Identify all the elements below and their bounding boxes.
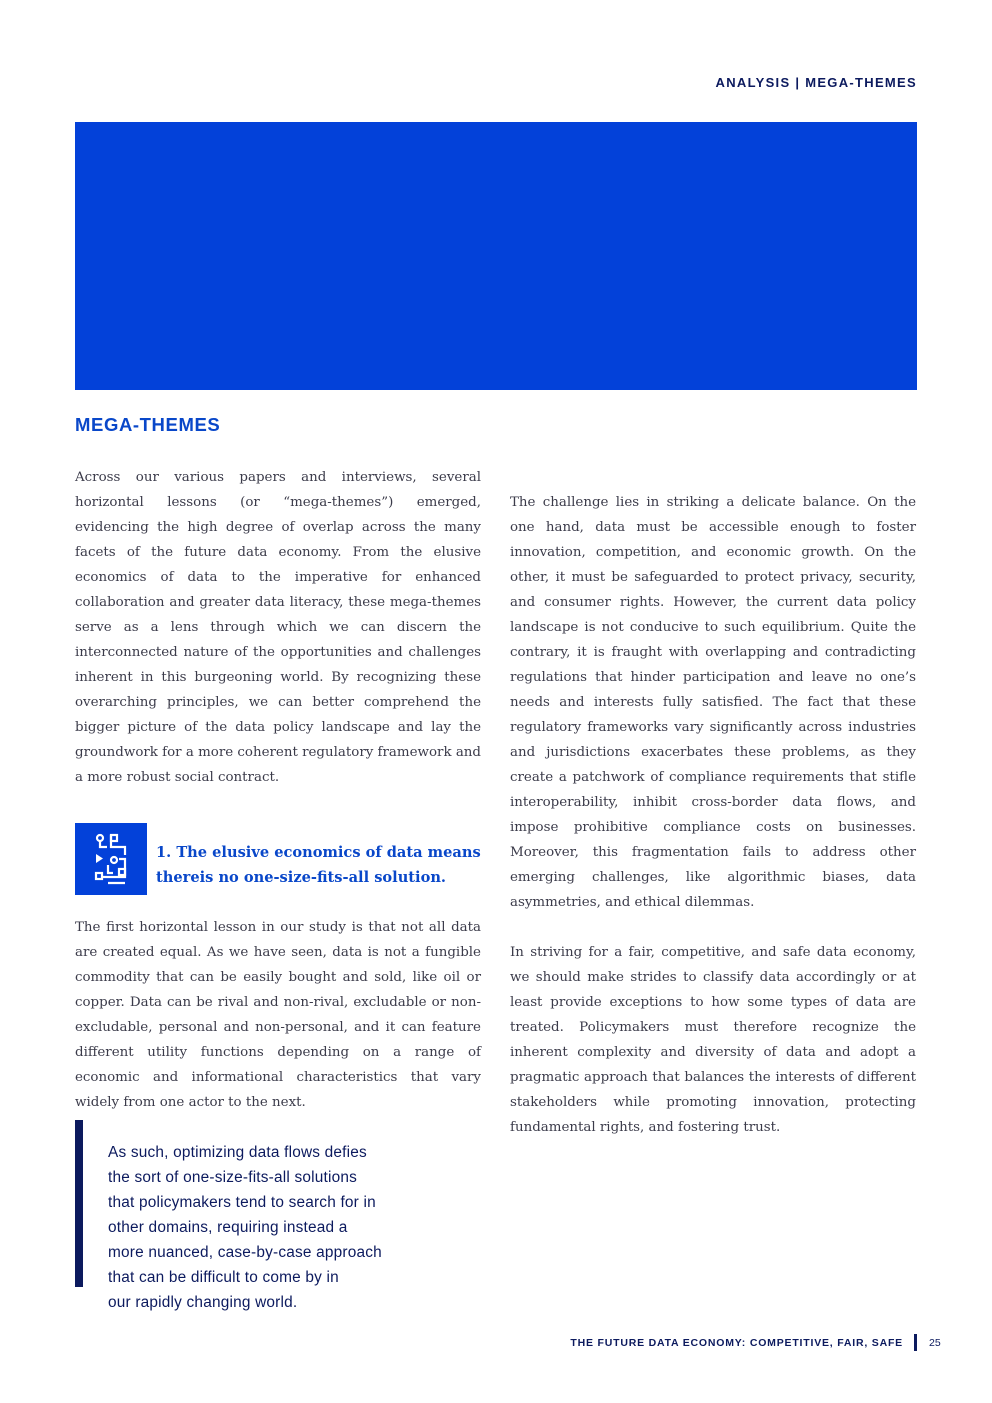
theme-paragraph: The first horizontal lesson in our study is that not all data are created equal. As we have seen, data is not a fungible commodity that can be easily bought and sold, like oil or copper. Data can be rival and non-rival, excludable or non-excludable, personal and non-personal, and it can feature different utility functions depending on a range of economic and informational characteristics that vary widely from one actor to the next.: [75, 920, 481, 1110]
pull-quote-line: our rapidly changing world.: [108, 1294, 298, 1311]
running-header: ANALYSIS | MEGA-THEMES: [715, 75, 917, 90]
body-paragraph: In striving for a fair, competitive, and safe data economy, we should make strides to classify data accordingly or at least provide exceptions to how some types of data are treated. Policymakers must therefore recognize the inherent complexity and diversity of data and adopt a pragmatic approach that balances the interests of different stakeholders while promoting innovation, protecting fundamental rights, and fostering trust.: [510, 945, 916, 1135]
pull-quote-line: more nuanced, case-by-case approach: [108, 1244, 382, 1261]
pull-quote-line: other domains, requiring instead a: [108, 1219, 348, 1236]
pull-quote-bar: [75, 1120, 83, 1287]
pull-quote: [108, 1140, 458, 1315]
circuit-icon: [75, 823, 147, 895]
footer-title: THE FUTURE DATA ECONOMY: COMPETITIVE, FAIR, SAFE: [570, 1337, 903, 1349]
theme-column: [75, 915, 481, 1115]
right-column: [510, 490, 916, 1140]
pull-quote-line: the sort of one-size-fits-all solutions: [108, 1169, 358, 1186]
pull-quote-line: that policymakers tend to search for in: [108, 1194, 376, 1211]
footer-divider: [914, 1334, 917, 1351]
page-number: 25: [929, 1337, 941, 1349]
intro-paragraph: Across our various papers and interviews, several horizontal lessons (or “mega-themes”) emerged, evidencing the high degree of overlap across the many facets of the future data economy. From the elusive economics of data to the imperative for enhanced collaboration and greater data literacy, these mega-themes serve as a lens through which we can discern the interconnected nature of the opportunities and challenges inherent in this burgeoning world. By recognizing these overarching principles, we can better comprehend the bigger picture of the data policy landscape and lay the groundwork for a more coherent regulatory framework and a more robust social contract.: [75, 470, 481, 785]
pull-quote-line: As such, optimizing data flows defies: [108, 1144, 367, 1161]
theme-heading: [75, 823, 485, 895]
body-paragraph: The challenge lies in striking a delicate balance. On the one hand, data must be accessible enough to foster innovation, competition, and economic growth. On the other, it must be safeguarded to protect privacy, security, and consumer rights. However, the current data policy landscape is not conducive to such equilibrium. Quite the contrary, it is fraught with overlapping and contradicting regulations that hinder participation and leave no one’s needs and interests fully satisfied. The fact that these regulatory frameworks vary significantly across industries and jurisdictions exacerbates these problems, as they create a patchwork of compliance requirements that stifle interoperability, inhibit cross-border data flows, and impose prohibitive compliance costs on businesses. Moreover, this fragmentation fails to address other emerging challenges, like algorithmic biases, data asymmetries, and ethical dilemmas.: [510, 495, 916, 910]
intro-column: [75, 465, 481, 790]
pull-quote-line: that can be difficult to come by in: [108, 1269, 339, 1286]
hero-banner: [75, 122, 917, 390]
theme-title: 1. The elusive economics of data means thereis no one-size-fits-all solution.: [156, 844, 481, 886]
section-title: MEGA-THEMES: [75, 414, 221, 435]
